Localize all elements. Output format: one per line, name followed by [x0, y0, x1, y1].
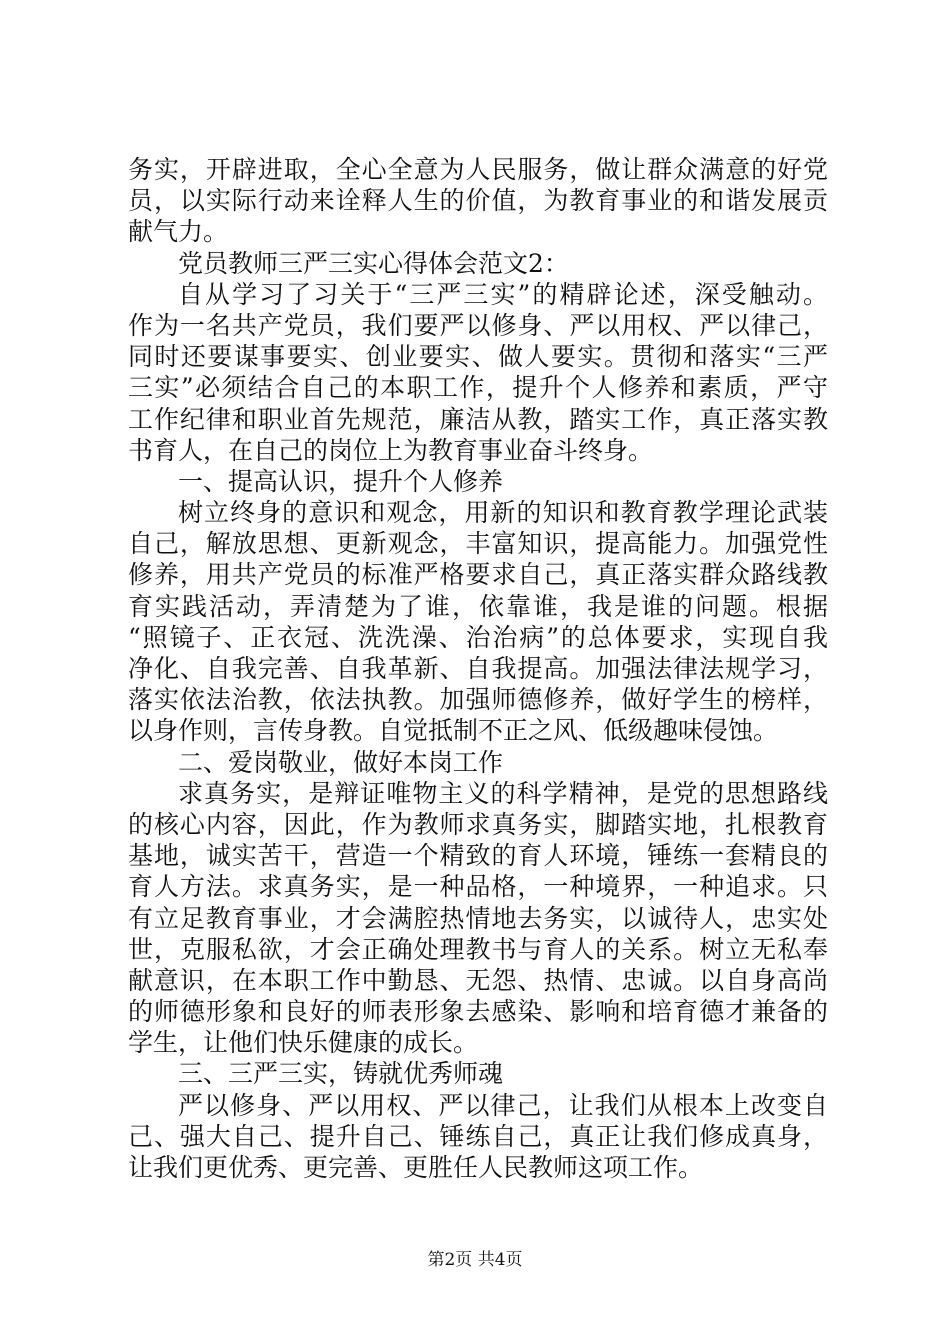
section-heading: 一、提高认识，提升个人修养 [178, 466, 504, 496]
text-line: 基地，诚实苦干，营造一个精致的育人环境，锤练一套精良的 [128, 841, 828, 871]
text-line: 让我们更优秀、更完善、更胜任人民教师这项工作。 [128, 1153, 704, 1182]
text-line: 自从学习了习关于“三严三实”的精辟论述，深受触动。 [178, 279, 828, 309]
document-body [128, 154, 828, 1183]
text-line: 同时还要谋事要实、创业要实、做人要实。贯彻和落实“三严 [128, 342, 828, 372]
text-line: 求真务实，是辩证唯物主义的科学精神，是党的思想路线 [178, 778, 828, 808]
text-line: 以身作则，言传身教。自觉抵制不正之风、低级趣味侵蚀。 [128, 716, 779, 746]
text-line: 学生，让他们快乐健康的成长。 [128, 1028, 479, 1058]
text-line: 献气力。 [128, 217, 229, 247]
text-line: 的核心内容，因此，作为教师求真务实，脚踏实地，扎根教育 [128, 809, 828, 839]
page-number: 第2页 共4页 [427, 1250, 523, 1270]
text-line: 工作纪律和职业首先规范，廉洁从教，踏实工作，真正落实教 [128, 404, 828, 434]
text-line: “照镜子、正衣冠、洗洗澡、治治病”的总体要求，实现自我 [128, 622, 828, 652]
text-line: 树立终身的意识和观念，用新的知识和教育教学理论武装 [178, 498, 828, 528]
text-line: 世，克服私欲，才会正确处理教书与育人的关系。树立无私奉 [128, 934, 828, 964]
text-line: 育实践活动，弄清楚为了谁，依靠谁，我是谁的问题。根据 [128, 591, 828, 621]
text-line: 自己，解放思想、更新观念，丰富知识，提高能力。加强党性 [128, 529, 828, 559]
text-line: 育人方法。求真务实，是一种品格，一种境界，一种追求。只 [128, 872, 828, 902]
text-line: 严以修身、严以用权、严以律己，让我们从根本上改变自 [178, 1090, 828, 1120]
text-line: 三实”必须结合自己的本职工作，提升个人修养和素质，严守 [128, 373, 828, 403]
text-line: 的师德形象和良好的师表形象去感染、影响和培育德才兼备的 [128, 997, 828, 1027]
section-heading: 三、三严三实，铸就优秀师魂 [178, 1059, 504, 1089]
text-line: 净化、自我完善、自我革新、自我提高。加强法律法规学习， [128, 654, 828, 683]
text-line: 修养，用共产党员的标准严格要求自己，真正落实群众路线教 [128, 560, 828, 590]
text-line: 员，以实际行动来诠释人生的价值，为教育事业的和谐发展贡 [128, 186, 828, 216]
section-heading: 党员教师三严三实心得体会范文2： [178, 248, 569, 278]
text-line: 落实依法治教，依法执教。加强师德修养，做好学生的榜样， [128, 685, 828, 715]
text-line: 务实，开辟进取，全心全意为人民服务，做让群众满意的好党 [128, 155, 828, 184]
text-line: 作为一名共产党员，我们要严以修身、严以用权、严以律己， [128, 310, 828, 340]
text-line: 有立足教育事业，才会满腔热情地去务实，以诚待人，忠实处 [128, 903, 828, 933]
text-line: 书育人，在自己的岗位上为教育事业奋斗终身。 [128, 435, 654, 465]
text-line: 己、强大自己、提升自己、锤练自己，真正让我们修成真身， [128, 1121, 828, 1151]
section-heading: 二、爱岗敬业，做好本岗工作 [178, 747, 504, 777]
text-line: 献意识，在本职工作中勤恳、无怨、热情、忠诚。以自身高尚 [128, 965, 828, 995]
